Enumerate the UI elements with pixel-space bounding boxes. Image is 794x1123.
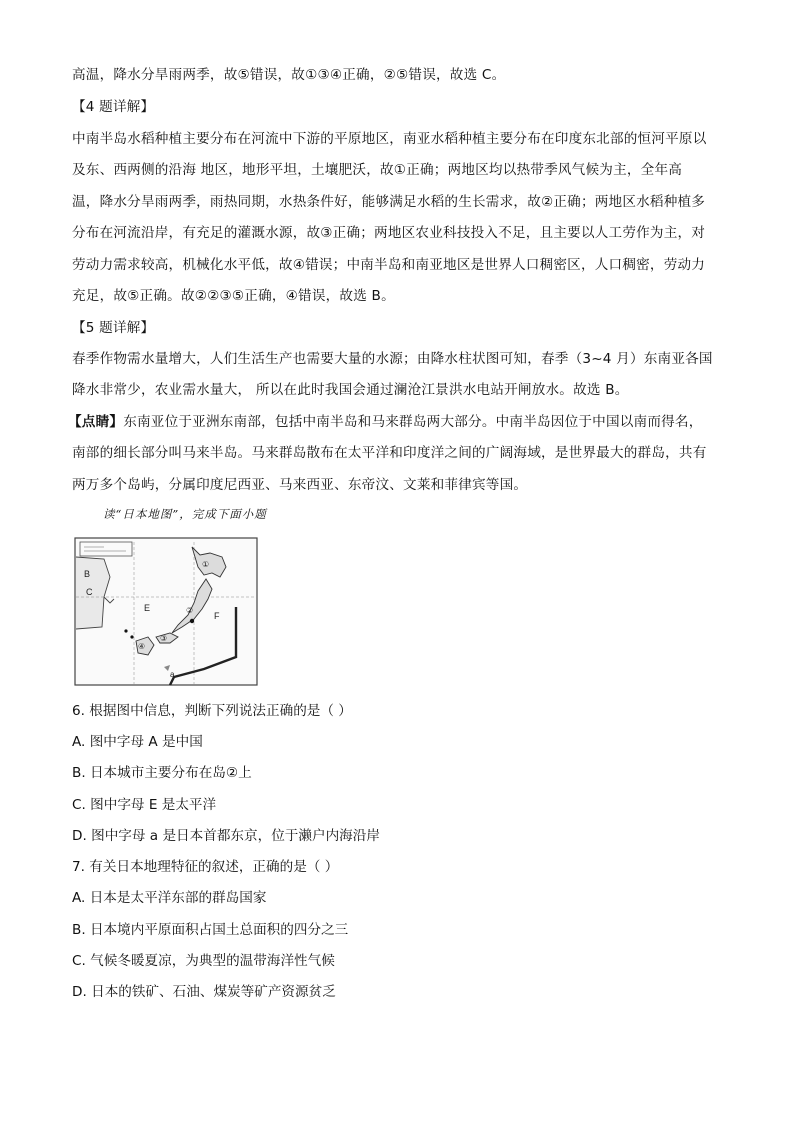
- tip-text: 东南亚位于亚洲东南部，包括中南半岛和马来群岛两大部分。中南半岛因位于中国以南而得名，: [123, 414, 703, 430]
- map-label-f: F: [214, 611, 220, 621]
- tip-line: 南部的细长部分叫马来半岛。马来群岛散布在太平洋和印度洋之间的广阔海域，是世界最大的群岛，共有: [72, 445, 707, 461]
- answer-line: 及东、西两侧的沿海 地区，地形平坦，土壤肥沃，故①正确；两地区均以热带季风气候为主，全年高: [72, 162, 683, 178]
- map-label-c: C: [86, 587, 93, 597]
- answer-line: 分布在河流沿岸，有充足的灌溉水源，故③正确；两地区农业科技投入不足，且主要以人工劳作为主，对: [72, 225, 706, 241]
- question-6-stem: 6. 根据图中信息，判断下列说法正确的是（ ）: [72, 703, 352, 719]
- tip-line: 两万多个岛屿，分属印度尼西亚、马来西亚、东帝汶、文莱和菲律宾等国。: [72, 477, 528, 493]
- map-label-island-3: ③: [160, 634, 168, 643]
- map-label-a: a: [170, 670, 175, 679]
- map-label-island-2: ②: [186, 606, 194, 615]
- question-7-option-b[interactable]: B. 日本境内平原面积占国土总面积的四分之三: [72, 922, 349, 938]
- question-7-option-d[interactable]: D. 日本的铁矿、石油、煤炭等矿产资源贫乏: [72, 984, 336, 1000]
- question-6-option-d[interactable]: D. 图中字母 a 是日本首都东京，位于濑户内海沿岸: [72, 828, 380, 844]
- question-7-option-a[interactable]: A. 日本是太平洋东部的群岛国家: [72, 890, 267, 906]
- answer-line: 高温，降水分旱雨两季，故⑤错误，故①③④正确，②⑤错误，故选 C。: [72, 67, 506, 83]
- figure-caption: 读“日本地图”，完成下面小题: [103, 507, 267, 521]
- map-label-island-4: ④: [138, 642, 146, 651]
- answer-line: 充足，故⑤正确。故②②③⑤正确，④错误，故选 B。: [72, 288, 395, 304]
- section-heading-q5: 【5 题详解】: [72, 320, 155, 336]
- answer-line: 降水非常少，农业需水量大， 所以在此时我国会通过澜沧江景洪水电站开闸放水。故选 B。: [72, 382, 629, 398]
- answer-line: 中南半岛水稻种植主要分布在河流中下游的平原地区，南亚水稻种植主要分布在印度东北部的恒河平原以: [72, 131, 707, 147]
- tip-label: 【点睛】: [68, 414, 124, 430]
- answer-line: 劳动力需求较高，机械化水平低，故④错误；中南半岛和南亚地区是世界人口稠密区，人口稠密，劳动力: [72, 257, 706, 273]
- tip-line: [68, 412, 728, 432]
- question-6-option-c[interactable]: C. 图中字母 E 是太平洋: [72, 797, 217, 813]
- answer-line: 温，降水分旱雨两季，雨热同期，水热条件好，能够满足水稻的生长需求，故②正确；两地区水稻种植多: [72, 194, 706, 210]
- map-label-e: E: [144, 603, 151, 613]
- question-7-stem: 7. 有关日本地理特征的叙述，正确的是（ ）: [72, 859, 339, 875]
- map-label-island-1: ①: [202, 560, 210, 569]
- answer-line: 春季作物需水量增大，人们生活生产也需要大量的水源；由降水柱状图可知，春季（3~4 月）东南亚各国: [72, 351, 713, 367]
- japan-map-figure: [74, 537, 259, 687]
- section-heading-q4: 【4 题详解】: [72, 99, 155, 115]
- map-label-b: B: [84, 569, 91, 579]
- question-6-option-b[interactable]: B. 日本城市主要分布在岛②上: [72, 765, 252, 781]
- question-6-option-a[interactable]: A. 图中字母 A 是中国: [72, 734, 203, 750]
- question-7-option-c[interactable]: C. 气候冬暖夏凉，为典型的温带海洋性气候: [72, 953, 335, 969]
